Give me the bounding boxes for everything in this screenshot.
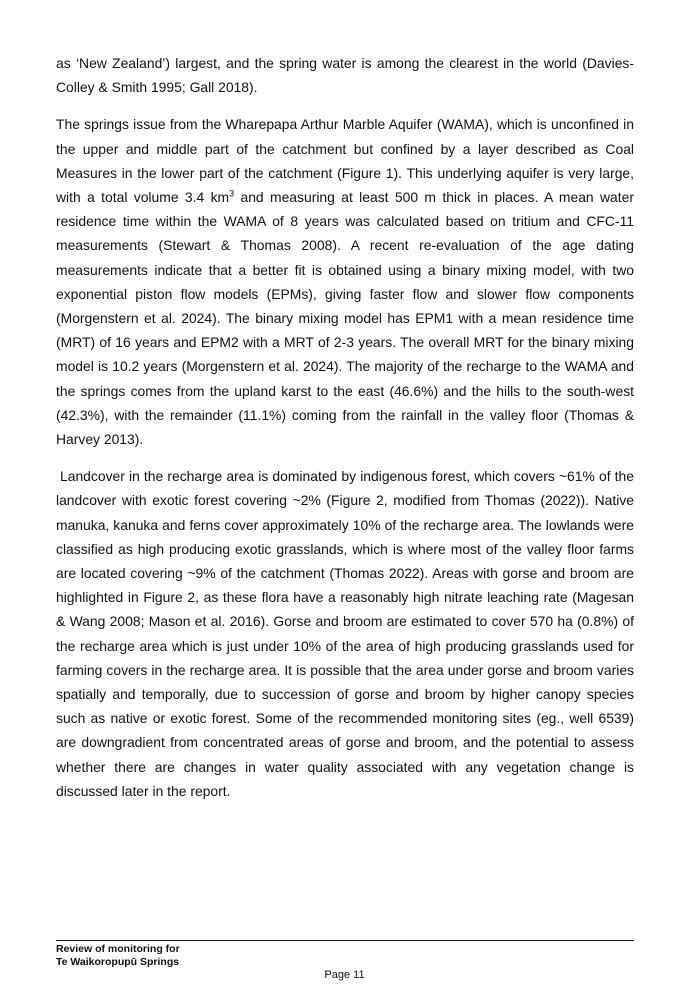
body-text: [56, 51, 634, 816]
footer-divider: [56, 940, 634, 941]
superscript-cubed: 3: [229, 188, 235, 199]
paragraph-1: as ‘New Zealand’) largest, and the spring water is among the clearest in the world (Davies-Colley & Smith 1995; Gall 2018).: [56, 55, 634, 96]
paragraph-2: [56, 112, 634, 451]
page-number: Page 11: [324, 969, 365, 981]
paragraph-3: Landcover in the recharge area is dominated by indigenous forest, which covers ~61% of the landcover with exotic forest covering ~2% (Figure 2, modified from Thomas (2022)). Native manuka, kanuka and ferns cover approximately 10% of the recharge area. The lowlands were classified as high producing exotic grasslands, which is where most of the valley floor farms are located covering ~9% of the catchment (Thomas 2022). Areas with gorse and broom are highlighted in Figure 2, as these flora have a reasonably high nitrate leaching rate (Magesan & Wang 2008; Mason et al. 2016). Gorse and broom are estimated to cover 570 ha (0.8%) of the recharge area which is just under 10% of the area of high producing grasslands used for farming covers in the recharge area. It is possible that the area under gorse and broom varies spatially and temporally, due to succession of gorse and broom by higher canopy species such as native or exotic forest. Some of the recommended monitoring sites (eg., well 6539) are downgradient from concentrated areas of gorse and broom, and the potential to assess whether there are changes in water quality associated with any vegetation change is discussed later in the report.: [56, 468, 634, 799]
footer-title-line-2: Te Waikoropupū Springs: [56, 956, 180, 968]
paragraph-2-part-1: The springs issue from the Wharepapa Arthur Marble Aquifer (WAMA), which is unconfined in the upper and middle part of the catchment but confined by a layer described as Coal Measures in the lower part of the catchment (Figure 1). This underlying aquifer is very large, with a total volume 3.4 km: [56, 116, 634, 206]
footer-report-title: [56, 943, 180, 969]
footer-title-line-1: Review of monitoring for: [56, 943, 180, 955]
paragraph-2-part-2: and measuring at least 500 m thick in places. A mean water residence time within the WAMA of 8 years was calculated based on tritium and CFC-11 measurements (Stewart & Thomas 2008). A recent re-evaluation of the age dating measurements indicate that a better fit is obtained using a binary mixing model, with two exponential piston flow models (EPMs), giving faster flow and slower flow components (Morgenstern et al. 2024). The binary mixing model has EPM1 with a mean residence time (MRT) of 16 years and EPM2 with a MRT of 2-3 years. The overall MRT for the binary mixing model is 10.2 years (Morgenstern et al. 2024). The majority of the recharge to the WAMA and the springs comes from the upland karst to the east (46.6%) and the hills to the south-west (42.3%), with the remainder (11.1%) coming from the rainfall in the valley floor (Thomas & Harvey 2013).: [56, 189, 634, 448]
